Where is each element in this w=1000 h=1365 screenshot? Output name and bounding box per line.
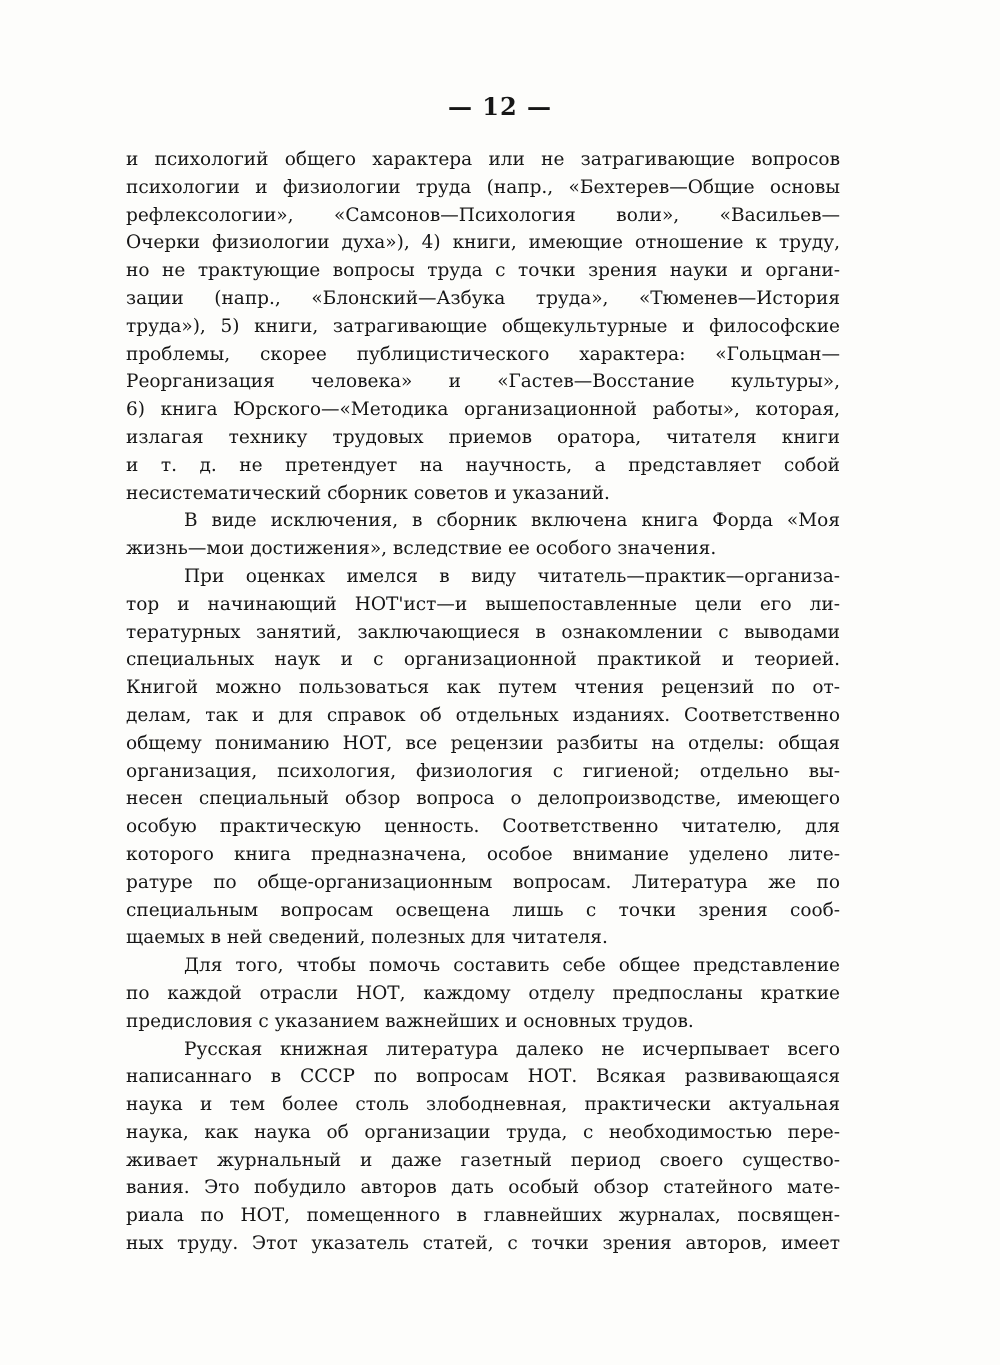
text-line: Реорганизация человека» и «Гастев—Восстание культуры», bbox=[126, 371, 840, 393]
text-line: психологии и физиологии труда (напр., «Бехтерев—Общие основы bbox=[126, 176, 840, 198]
text-line: и т. д. не претендует на научность, а представляет собой bbox=[126, 454, 840, 476]
text-line: наука, как наука об организации труда, с необходимостью пере- bbox=[126, 1121, 840, 1143]
text-line: щаемых в ней сведений, полезных для читателя. bbox=[126, 927, 608, 949]
paragraph bbox=[126, 507, 840, 563]
text-line: наука и тем более столь злободневная, практически актуальная bbox=[126, 1094, 840, 1116]
text-line: Очерки физиологии духа»), 4) книги, имеющие отношение к труду, bbox=[126, 232, 840, 254]
text-line: вания. Это побудило авторов дать особый обзор статейного мате- bbox=[126, 1177, 840, 1199]
text-line: тературных занятий, заключающиеся в ознакомлении с выводами bbox=[126, 621, 840, 643]
text-line: написаннаго в СССР по вопросам НОТ. Всякая развивающаяся bbox=[126, 1066, 840, 1088]
text-line: несен специальный обзор вопроса о делопроизводстве, имеющего bbox=[126, 788, 840, 810]
page-number: — 12 — bbox=[447, 92, 553, 121]
paragraph bbox=[126, 1036, 840, 1258]
text-line: риала по НОТ, помещенного в главнейших журналах, посвящен- bbox=[126, 1205, 840, 1227]
text-line: общему пониманию НОТ, все рецензии разбиты на отделы: общая bbox=[126, 732, 840, 754]
text-line: живает журнальный и даже газетный период своего существо- bbox=[126, 1149, 840, 1171]
text-line: и психологий общего характера или не затрагивающие вопросов bbox=[126, 149, 840, 170]
text-line: излагая технику трудовых приемов оратора, читателя книги bbox=[126, 426, 840, 448]
text-line: Русская книжная литература далеко не исчерпывает всего bbox=[184, 1038, 840, 1060]
text-line: ных труду. Этот указатель статей, с точки зрения авторов, имеет bbox=[126, 1233, 840, 1255]
text-line: но не трактующие вопросы труда с точки зрения науки и органи- bbox=[126, 260, 840, 282]
text-line: предисловия с указанием важнейших и основных трудов. bbox=[126, 1010, 694, 1032]
text-line: ратуре по обще-организационным вопросам. Литература же по bbox=[126, 871, 840, 893]
text-line: 6) книга Юрского—«Методика организационной работы», которая, bbox=[126, 399, 840, 421]
text-line: жизнь—мои достижения», вследствие ее особого значения. bbox=[126, 538, 717, 560]
text-line: несистематический сборник советов и указаний. bbox=[126, 482, 610, 504]
text-line: делам, так и для справок об отдельных изданиях. Соответственно bbox=[126, 704, 840, 726]
body-text bbox=[126, 146, 840, 1258]
text-line: зации (напр., «Блонский—Азбука труда», «Тюменев—История bbox=[126, 287, 840, 309]
text-line: специальных наук и с организационной практикой и теорией. bbox=[126, 649, 840, 671]
text-line: проблемы, скорее публицистического характера: «Гольцман— bbox=[126, 343, 840, 365]
text-line: В виде исключения, в сборник включена книга Форда «Моя bbox=[184, 510, 840, 532]
text-line: по каждой отрасли НОТ, каждому отделу предпосланы краткие bbox=[126, 982, 840, 1004]
paragraph bbox=[126, 952, 840, 1035]
text-line: тор и начинающий НОТ'ист—и вышепоставленные цели его ли- bbox=[126, 593, 840, 615]
text-line: рефлексологии», «Самсонов—Психология воли», «Васильев— bbox=[126, 204, 840, 226]
text-line: особую практическую ценность. Соответственно читателю, для bbox=[126, 816, 840, 838]
text-line: специальным вопросам освещена лишь с точки зрения сооб- bbox=[126, 899, 840, 921]
text-line: Для того, чтобы помочь составить себе общее представление bbox=[184, 955, 840, 977]
text-line: Книгой можно пользоваться как путем чтения рецензий по от- bbox=[126, 677, 840, 699]
text-line: труда»), 5) книги, затрагивающие общекультурные и философские bbox=[126, 315, 840, 337]
paragraph bbox=[126, 146, 840, 507]
text-line: которого книга предназначена, особое внимание уделено лите- bbox=[126, 843, 840, 865]
text-line: При оценках имелся в виду читатель—практик—организа- bbox=[184, 565, 840, 587]
text-line: организация, психология, физиология с гигиеной; отдельно вы- bbox=[126, 760, 840, 782]
paragraph bbox=[126, 563, 840, 952]
